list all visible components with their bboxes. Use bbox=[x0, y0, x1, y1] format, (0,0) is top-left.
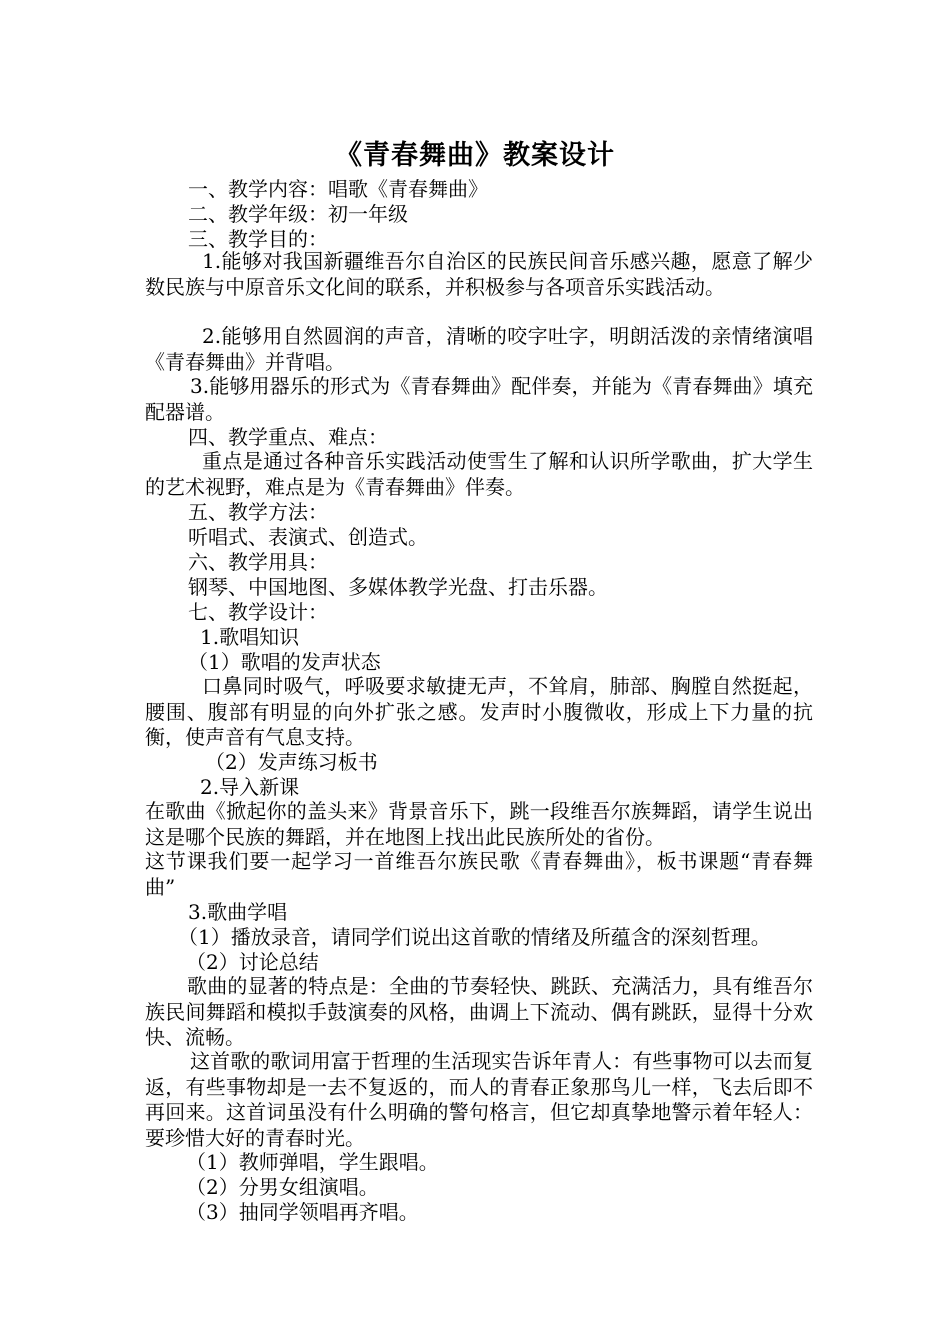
section-teaching-tools: 六、教学用具： bbox=[188, 550, 328, 574]
vocal-state-paragraph: 口鼻同时吸气，呼吸要求敏捷无声，不耸肩，肺部、胸膛自然挺起，腰围、腹部有明显的向外扩张之感。发声时小腹微收，形成上下力量的抗衡，使声音有气息支持。 bbox=[145, 674, 813, 749]
lesson-topic-paragraph: 这节课我们要一起学习一首维吾尔族民歌《青春舞曲》，板书课题“青春舞曲” bbox=[145, 849, 813, 899]
section-teaching-grade: 二、教学年级：初一年级 bbox=[188, 202, 408, 226]
step-teacher-sing: （1）教师弹唱，学生跟唱。 bbox=[186, 1150, 439, 1174]
goal-paragraph-1: 1.能够对我国新疆维吾尔自治区的民族民间音乐感兴趣，愿意了解少数民族与中原音乐文化间的联系，并积极参与各项音乐实践活动。 bbox=[145, 249, 813, 299]
section-key-points: 四、教学重点、难点： bbox=[188, 425, 388, 449]
subsection-singing-knowledge: 1.歌唱知识 bbox=[200, 625, 300, 649]
subsection-introduce-lesson: 2.导入新课 bbox=[200, 775, 300, 799]
section-teaching-goals: 三、教学目的： bbox=[188, 227, 328, 251]
step-lead-sing: （3）抽同学领唱再齐唱。 bbox=[186, 1200, 419, 1224]
step-discussion-summary: （2）讨论总结 bbox=[186, 950, 319, 974]
subsection-song-learning: 3.歌曲学唱 bbox=[188, 900, 288, 924]
lyrics-meaning-paragraph: 这首歌的歌词用富于哲理的生活现实告诉年青人：有些事物可以去而复返，有些事物却是一去不复返的，而人的青春正象那鸟儿一样，飞去后即不再回来。这首词虽没有什么明确的警句格言，但它却真挚地警示着年轻人：要珍惜大好的青春时光。 bbox=[145, 1049, 813, 1150]
goal-paragraph-3: 3.能够用器乐的形式为《青春舞曲》配伴奏，并能为《青春舞曲》填充配器谱。 bbox=[145, 374, 813, 424]
section-teaching-content: 一、教学内容：唱歌《青春舞曲》 bbox=[188, 177, 488, 201]
document-title: 《青春舞曲》教案设计 bbox=[335, 140, 615, 171]
teaching-tools-text: 钢琴、中国地图、多媒体教学光盘、打击乐器。 bbox=[188, 575, 608, 599]
step-group-sing: （2）分男女组演唱。 bbox=[186, 1175, 379, 1199]
goal-paragraph-2: 2.能够用自然圆润的声音，清晰的咬字吐字，明朗活泼的亲情绪演唱《青春舞曲》并背唱。 bbox=[145, 324, 813, 374]
introduce-lesson-paragraph: 在歌曲《掀起你的盖头来》背景音乐下，跳一段维吾尔族舞蹈，请学生说出这是哪个民族的舞蹈，并在地图上找出此民族所处的省份。 bbox=[145, 799, 813, 849]
teaching-methods-text: 听唱式、表演式、创造式。 bbox=[188, 525, 428, 549]
step-play-recording: （1）播放录音，请同学们说出这首歌的情绪及所蕴含的深刻哲理。 bbox=[178, 925, 771, 949]
song-features-paragraph: 歌曲的显著的特点是：全曲的节奏轻快、跳跃、充满活力，具有维吾尔族民间舞蹈和模拟手鼓演奏的风格，曲调上下流动、偶有跳跃，显得十分欢快、流畅。 bbox=[145, 974, 813, 1049]
subsection-vocal-exercise: （2）发声练习板书 bbox=[205, 750, 378, 774]
section-teaching-design: 七、教学设计： bbox=[188, 600, 328, 624]
key-points-paragraph: 重点是通过各种音乐实践活动使雪生了解和认识所学歌曲，扩大学生的艺术视野，难点是为《青春舞曲》伴奏。 bbox=[145, 449, 813, 499]
section-teaching-methods: 五、教学方法： bbox=[188, 500, 328, 524]
subsection-vocal-state: （1）歌唱的发声状态 bbox=[188, 650, 381, 674]
